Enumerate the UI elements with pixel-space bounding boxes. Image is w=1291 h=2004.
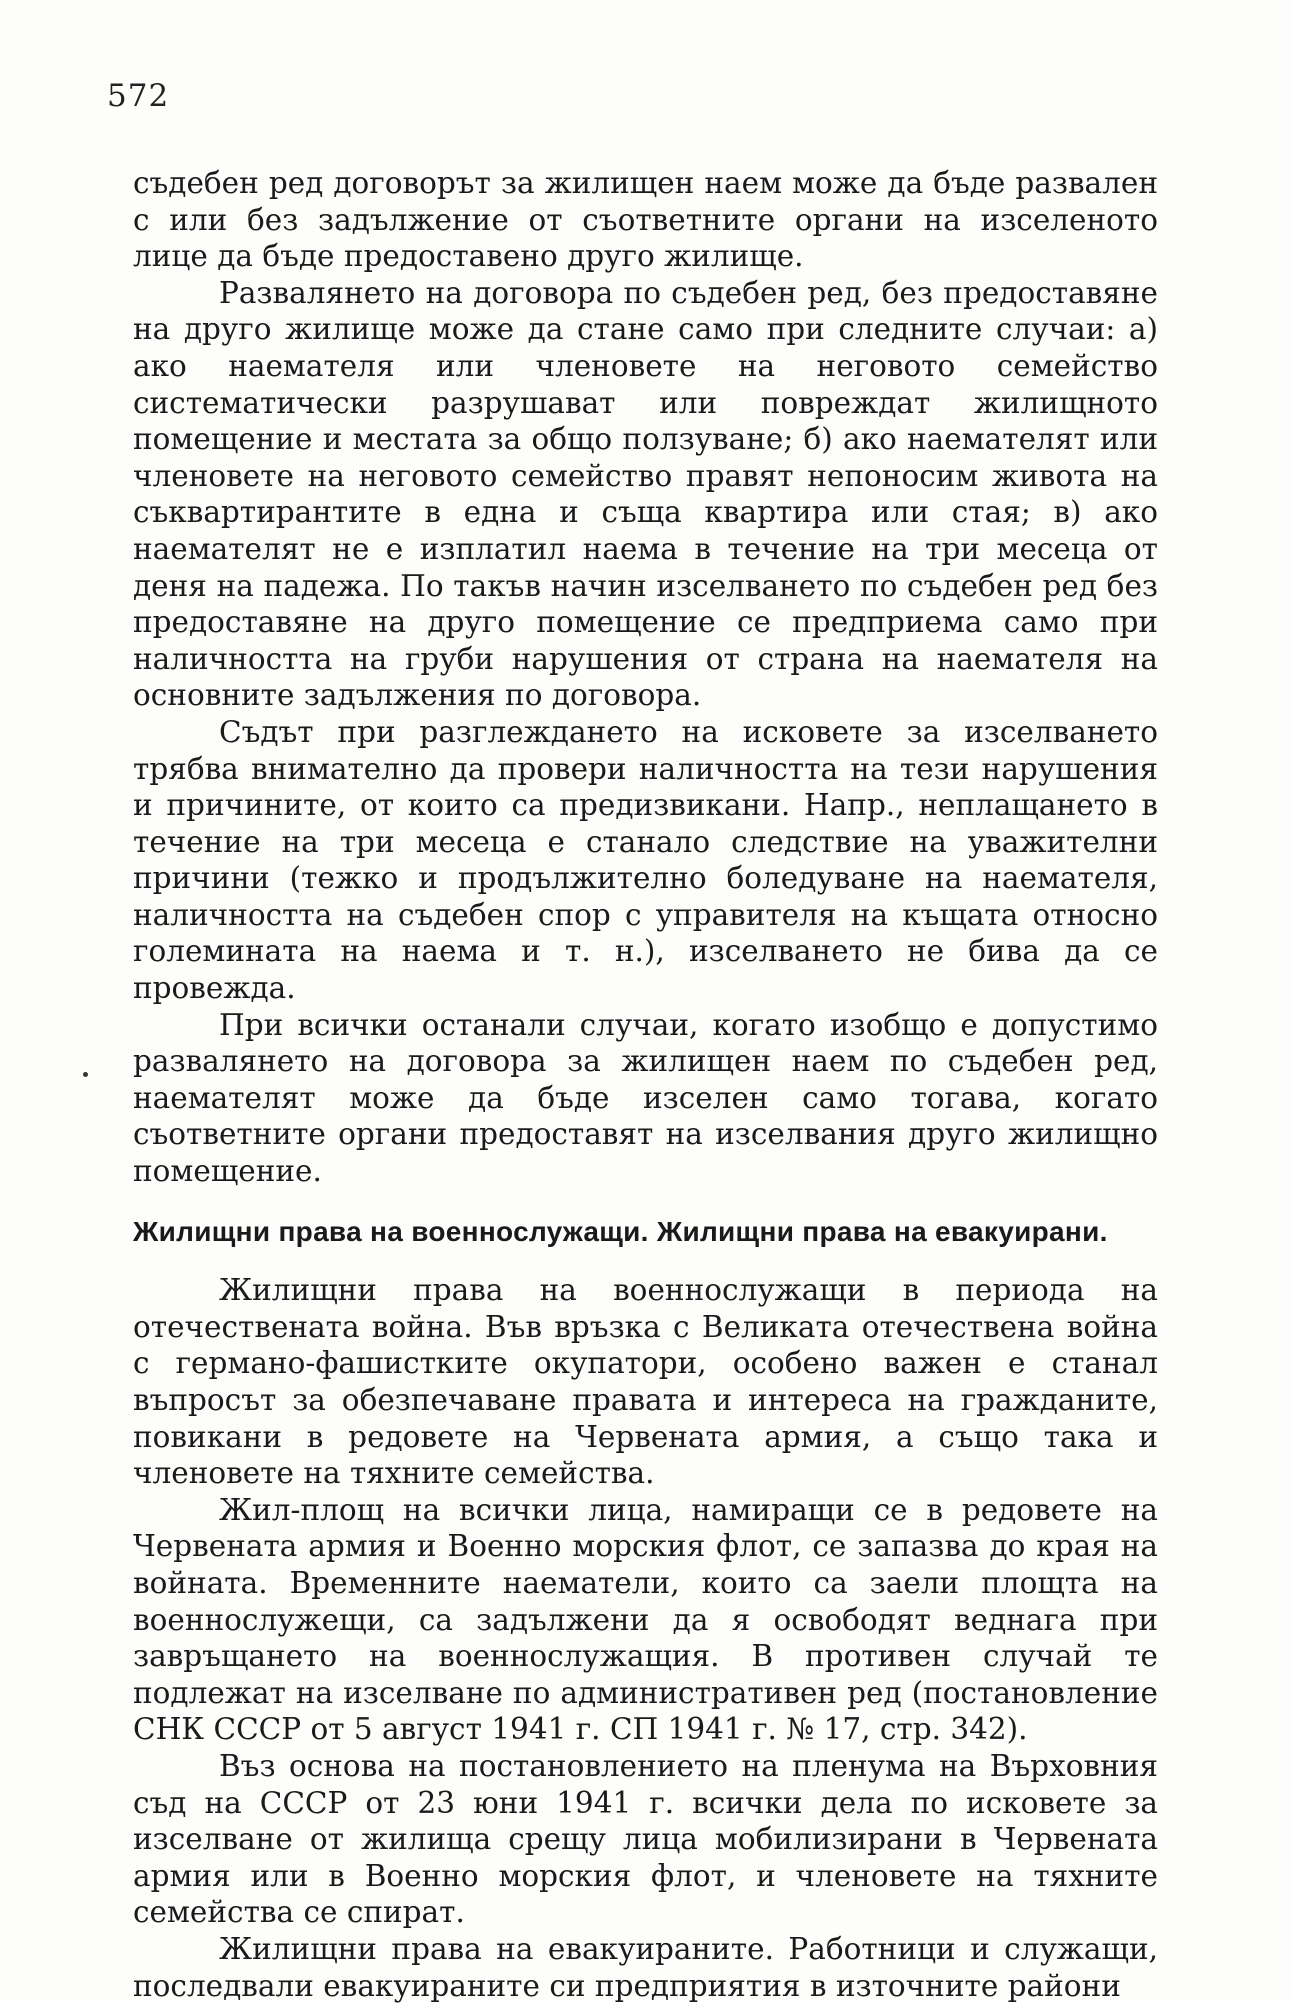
paragraph-court-review: Съдът при разглеждането на исковете за изселването трябва внимателно да провери наличността на тези нарушения и причините, от които са предизвикани. Напр., неплащането в течение на три месеца е станало следствие на уважителни причини (тежко и продължително боледуване на наемателя, наличността на съдебен спор с управителя на къщата относно големината на наема и т. н.), изселването не бива да се провежда. [133, 714, 1158, 1006]
paragraph-evacuated-rights: Жилищни права на евакуираните. Работници и служащи, последвали евакуираните си предприятия в източните райони [133, 1931, 1158, 2003]
paragraph-military-rights: Жилищни права на военнослужащи в периода на отечествената война. Във връзка с Великата отечествена война с германо-фашистките окупатори, особено важен е станал въпросът за обезпечаване правата и интереса на гражданите, повикани в редовете на Червената армия, а също така и членовете на тяхните семейства. [133, 1273, 1158, 1491]
section-heading: Жилищни права на военнослужащи. Жилищни права на евакуирани. [133, 1215, 1108, 1247]
page-number: 572 [107, 78, 170, 114]
paragraph-other-cases: При всички останали случаи, когато изобщо е допустимо развалянето на договора за жилищен наем по съдебен ред, наемателят може да бъде изселен само тогава, когато съответните органи предоставят на изселвания друго жилищно помещение. [133, 1007, 1158, 1189]
paragraph-living-space: Жил-площ на всички лица, намиращи се в редовете на Червената армия и Военно морския флот, се запазва до края на войната. Временните наематели, които са заели площта на военнослужещи, са задължени да я освободят веднага при завръщането на военнослужащия. В противен случай те подлежат на изселване по административен ред (постановление СНК СССР от 5 август 1941 г. СП 1941 г. № 17, стр. 342). [133, 1492, 1158, 1747]
margin-dot [83, 1072, 88, 1077]
page-body [133, 165, 1158, 2004]
paragraph-supreme-court: Въз основа на постановлението на пленума на Върховния съд на СССР от 23 юни 1941 г. всички дела по исковете за изселване от жилища срещу лица мобилизирани в Червената армия или в Военно морския флот, и членовете на тяхните семейства се спират. [133, 1748, 1158, 1930]
paragraph-continuation: съдебен ред договорът за жилищен наем може да бъде развален с или без задължение от съответните органи на изселеното лице да бъде предоставено друго жилище. [133, 166, 1158, 274]
paragraph-termination-grounds: Развалянето на договора по съдебен ред, без предоставяне на друго жилище може да стане само при следните случаи: а) ако наемателя или членовете на неговото семейство систематически разрушават или повреждат жилищното помещение и местата за общо ползуване; б) ако наемателят или членовете на неговото семейство правят непоносим живота на съквартирантите в една и съща квартира или стая; в) ако наемателят не е изплатил наема в течение на три месеца от деня на падежа. По такъв начин изселването по съдебен ред без предоставяне на друго помещение се предприема само при наличността на груби нарушения от страна на наемателя на основните задължения по договора. [133, 275, 1158, 713]
